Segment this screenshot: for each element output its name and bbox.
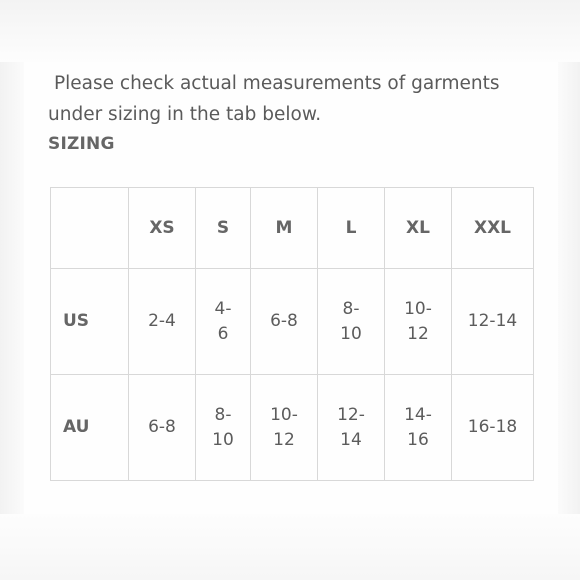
table-header-row [51,188,534,269]
left-shadow-band [0,62,24,580]
table-cell: 4- 6 [196,269,251,375]
intro-line-1: Please check actual measurements of garments [54,73,500,94]
column-header-m: M [251,188,318,269]
column-header-xl: XL [385,188,452,269]
table-cell: 14- 16 [385,375,452,481]
table-cell: 2-4 [129,269,196,375]
table-row-au [51,375,534,481]
table-row-us [51,269,534,375]
right-shadow-band [558,62,580,580]
column-header-l: L [318,188,385,269]
column-header-xs: XS [129,188,196,269]
table-cell: 8- 10 [196,375,251,481]
column-header-s: S [196,188,251,269]
table-cell: 8- 10 [318,269,385,375]
column-header-xxl: XXL [452,188,534,269]
table-corner-cell [51,188,129,269]
bottom-shadow-band [0,514,580,580]
row-header-us: US [51,269,129,375]
intro-line-2: under sizing in the tab below. [48,104,322,125]
sizing-heading: SIZING [48,134,115,154]
table-cell: 6-8 [251,269,318,375]
table-cell: 6-8 [129,375,196,481]
table-cell: 10- 12 [385,269,452,375]
table-cell: 10- 12 [251,375,318,481]
intro-text [48,68,548,130]
row-header-au: AU [51,375,129,481]
table-cell: 16-18 [452,375,534,481]
size-chart-table [50,187,534,481]
table-cell: 12-14 [452,269,534,375]
top-shadow-band [0,0,580,62]
table-cell: 12- 14 [318,375,385,481]
